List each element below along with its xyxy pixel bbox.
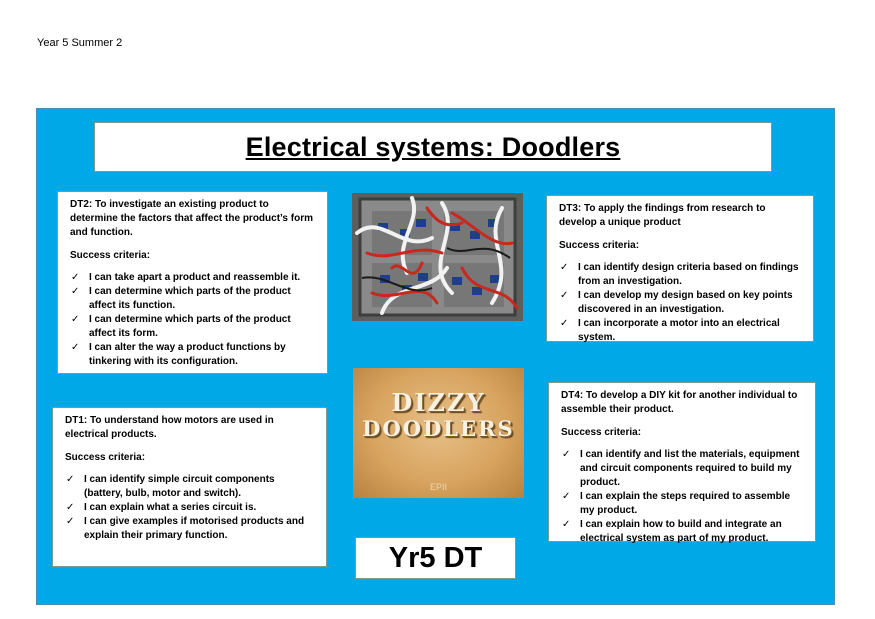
dt2-card [57,191,328,374]
criteria-item: ✓ I can give examples if motorised products and explain their primary function. [65,515,316,543]
title-box [94,122,772,172]
criteria-item: ✓ I can identify and list the materials, equipment and circuit components required to build my product. [561,448,805,490]
criteria-item: ✓ I can determine which parts of the product affect its function. [70,285,317,313]
criteria-item: ✓ I can identify simple circuit components (battery, bulb, motor and switch). [65,473,316,501]
criteria-item: ✓ I can identify design criteria based on findings from an investigation. [559,261,803,289]
poster-title: Electrical systems: Doodlers [245,131,621,162]
dt1-criteria-list [65,473,316,543]
circuit-wires-illustration [352,193,523,321]
dt2-objective: DT2: To investigate an existing product to determine the factors that affect the product’s form and function. [70,199,313,238]
criteria-item: ✓ I can take apart a product and reassemble it. [70,271,317,285]
dt3-objective: DT3: To apply the findings from research to develop a unique product [559,203,766,228]
dt4-criteria-list [561,448,805,546]
dizzy-doodlers-image [353,368,524,498]
dt3-success-label: Success criteria: [559,240,640,251]
dt4-card [548,382,816,542]
dt2-success-label: Success criteria: [70,250,151,261]
criteria-item: ✓ I can explain what a series circuit is. [65,501,316,515]
criteria-item: ✓ I can explain how to build and integrate an electrical system as part of my product. [561,518,805,546]
circuit-wires-photo [352,193,523,321]
criteria-item: ✓ I can develop my design based on key points discovered in an investigation. [559,289,803,317]
episode-label: EPII [429,482,447,492]
dt4-success-label: Success criteria: [561,427,642,438]
dt1-card [52,407,327,567]
criteria-item: ✓ I can alter the way a product functions by tinkering with its configuration. [70,341,317,369]
dt3-card [546,195,814,342]
dt1-success-label: Success criteria: [65,452,146,463]
page-header: Year 5 Summer 2 [37,37,123,49]
dt1-objective: DT1: To understand how motors are used in electrical products. [65,415,274,440]
dt4-objective: DT4: To develop a DIY kit for another individual to assemble their product. [561,390,798,415]
doodle-title-line2: DOODLERS [362,416,515,441]
criteria-item: ✓ I can explain the steps required to assemble my product. [561,490,805,518]
dt3-criteria-list [559,261,803,345]
yr5-dt-badge [355,537,516,579]
criteria-item: ✓ I can determine which parts of the product affect its form. [70,313,317,341]
doodle-title-line1: DIZZY [391,388,486,417]
badge-text: Yr5 DT [388,541,483,574]
criteria-item: ✓ I can incorporate a motor into an electrical system. [559,317,803,345]
dt2-criteria-list [70,271,317,369]
